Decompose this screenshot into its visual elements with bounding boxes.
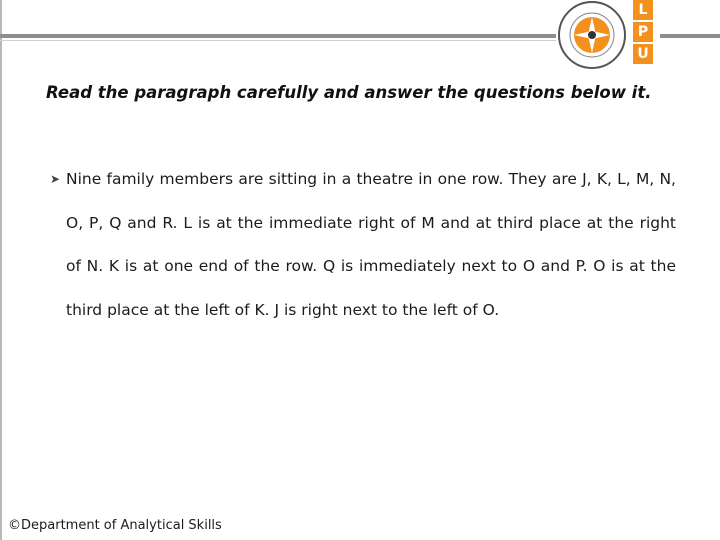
left-border-line [0,0,2,540]
logo-letter-l: L [633,0,653,20]
header-band-right [660,34,720,38]
lpu-logo [633,0,657,66]
header-band-thin [0,40,556,41]
header-band [0,34,556,38]
puzzle-paragraph: Nine family members are sitting in a theatre in one row. They are J, K, L, M, N, O, P, Q and R. L is at the immediate right of M and at third place at the right of N. K is at one end of the row. Q is immediately next to O and P. O is at the third place at the left of K. J is right next to the left of O. [66,170,676,319]
arrow-bullet-icon: ➤ [50,172,61,186]
footer-copyright: ©Department of Analytical Skills [8,518,222,533]
bullet-item [46,158,676,332]
logo-letter-p: P [633,22,653,42]
university-seal-icon [557,0,627,70]
slide-heading: Read the paragraph carefully and answer the questions below it. [46,83,652,102]
logo-letter-u: U [633,44,653,64]
